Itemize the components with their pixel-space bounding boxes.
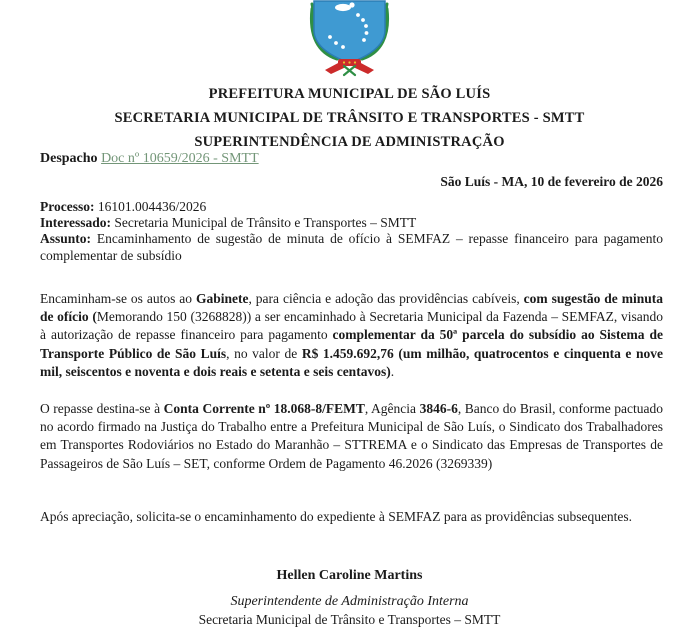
body-paragraph-3: Após apreciação, solicita-se o encaminhamento do expediente à SEMFAZ para as providências subsequentes. (40, 509, 633, 524)
despacho-label: Despacho (40, 151, 98, 166)
document-number-link[interactable]: Doc nº 10659/2026 - SMTT (101, 151, 259, 166)
despacho-row (40, 151, 259, 167)
processo-label: Processo: (40, 199, 95, 214)
header-line-superintendencia: SUPERINTENDÊNCIA DE ADMINISTRAÇÃO (194, 134, 505, 150)
header-line-secretaria: SECRETARIA MUNICIPAL DE TRÂNSITO E TRANSPORTES - SMTT (114, 110, 585, 126)
assunto-row (40, 231, 663, 263)
assunto-value: Encaminhamento de sugestão de minuta de ofício à SEMFAZ – repasse financeiro para pagamento complementar de subsídio (40, 231, 664, 263)
signature-role: Superintendente de Administração Interna (230, 594, 469, 609)
body-paragraph-2: O repasse destina-se à Conta Corrente nº 18.068-8/FEMT, Agência 3846-6, Banco do Brasil, conforme pactuado no acordo firmado na Justiça do Trabalho entre a Prefeitura Municipal de São Luís, o Sindicato dos Trabalhadores em Transportes Rodoviários no Estado do Maranhão – STTREMA e o Sindicato das Empresas de Transportes de Passageiros de São Luís – SET, conforme Ordem de Pagamento 46.2026 (3269339) (40, 401, 664, 471)
assunto-label: Assunto: (40, 231, 92, 247)
body-paragraph-1: Encaminham-se os autos ao Gabinete, para ciência e adoção das providências cabíveis, com sugestão de minuta de ofício (Memorando 150 (3268828)) a ser encaminhado à Secretaria Municipal da Fazenda – SEMFAZ, visando à autorização de repasse financeiro para pagamento complementar da 50ª parcela do subsídio ao Sistema de Transporte Público de São Luís, no valor de R$ 1.459.692,76 (um milhão, quatrocentos e cinquenta e nove mil, seiscentos e noventa e dois reais e setenta e seis centavos). (40, 291, 664, 379)
header-line-prefeitura: PREFEITURA MUNICIPAL DE SÃO LUÍS (208, 86, 491, 102)
interessado-label: Interessado: (40, 215, 112, 231)
meta-block (40, 199, 663, 264)
interessado-row (40, 215, 663, 231)
signature-name: Hellen Caroline Martins (276, 568, 423, 583)
signature-org: Secretaria Municipal de Trânsito e Transportes – SMTT (198, 612, 501, 627)
processo-row (40, 199, 663, 215)
ribbon (325, 59, 374, 75)
interessado-value: Secretaria Municipal de Trânsito e Transportes – SMTT (114, 215, 417, 231)
dateline: São Luís - MA, 10 de fevereiro de 2026 (440, 174, 663, 189)
sao-luis-coat-of-arms-icon (296, 0, 403, 78)
processo-value: 16101.004436/2026 (97, 199, 207, 214)
